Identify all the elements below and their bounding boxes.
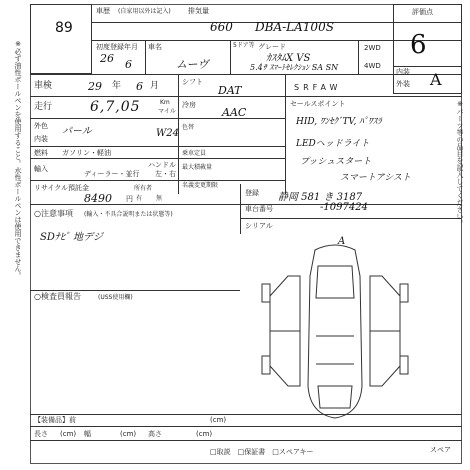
divider [285, 74, 286, 194]
owner-label: 所有者 [134, 185, 153, 192]
divider [393, 66, 462, 67]
frame-no: -1097424 [320, 202, 368, 213]
lot-box [30, 4, 92, 74]
mileage-label: 走行 [34, 102, 53, 112]
inspector-note: (USS使用欄) [98, 294, 133, 301]
exterior-label: 外装 [396, 80, 410, 88]
first-reg-label: 初度登録年月 [96, 43, 138, 51]
shaken-year: 29 [88, 80, 102, 93]
bottom-height-label: 高さ [148, 430, 162, 438]
lot-number: 89 [55, 20, 73, 36]
handle-value: 左・右 [155, 170, 176, 178]
door-label: 5ドア等 [233, 42, 255, 49]
damage-mark: A [338, 236, 346, 247]
divider [30, 290, 240, 291]
divider [358, 40, 359, 74]
seats-label: 乗車定員 [182, 150, 207, 157]
drive-2wd: 2WD [364, 44, 381, 52]
sales-points-label: セールスポイント [290, 100, 346, 108]
sales-points-line4: スマートアシスト [340, 173, 411, 183]
registration-label: 登録 [245, 189, 259, 197]
prev-name-label: 名義変更期限 [182, 182, 219, 189]
divider [145, 40, 146, 74]
model-label: 車歴 [96, 7, 110, 15]
notice-value: SDﾅﾋﾞ 地デジ [40, 232, 103, 243]
bottom-checklist: □取説 □保証書 □スペアキー [210, 448, 314, 456]
divider [240, 184, 241, 234]
color-label: 外色 [34, 122, 48, 130]
import-value: ディーラー・並行 [84, 170, 140, 178]
color-value: パール [62, 126, 92, 137]
shaken-year-unit: 年 [112, 81, 122, 91]
recycle-label: リサイクル預託金 [34, 184, 90, 192]
legend-row: SRFAW [294, 83, 342, 92]
mileage-unit-mile: マイル [158, 108, 176, 115]
divider [30, 158, 285, 159]
serial-label: シリアル [245, 222, 273, 230]
score-label: 評価点 [412, 8, 433, 16]
model-note: (自家用以外は記入) [118, 8, 171, 15]
repaint-label: 色替 [182, 124, 195, 131]
sales-points-line3: プッシュスタート [300, 157, 372, 167]
spare-label: スペア [430, 446, 451, 454]
divider [30, 118, 285, 119]
bottom-cm: (cm) [60, 430, 77, 438]
grade-line1: ｶｽﾀﾑX VS [266, 53, 311, 64]
bottom-width-label: 幅 [84, 430, 91, 438]
ac-label: 冷房 [182, 101, 196, 109]
shift-value: DAT [218, 84, 242, 97]
bottom-cm2: (cm) [120, 430, 137, 438]
drive-4wd: 4WD [364, 62, 381, 70]
bottom-length-label: 長さ [34, 430, 48, 438]
car-name-label: 車名 [148, 43, 162, 51]
first-reg-year: 26 [100, 52, 114, 65]
first-reg-month: 6 [125, 58, 132, 71]
shaken-label: 車検 [34, 81, 53, 91]
ac-value: AAC [222, 106, 247, 119]
import-label: 輸入 [34, 165, 48, 173]
sales-points-line1: HID, ﾜﾝｾｸﾞTV, ﾊﾟﾜｽﾗ [296, 117, 382, 127]
divider [30, 146, 285, 147]
side-note: ※必ず油性ボールペンを使用すること。水性ボールペンは使用できません。 [14, 40, 22, 279]
divider [240, 218, 462, 219]
shift-label: シフト [182, 78, 203, 86]
divider [30, 440, 462, 441]
divider [30, 96, 462, 97]
frame-label: 車台番号 [245, 205, 273, 213]
divider [30, 414, 462, 415]
grade-label: グレード [258, 43, 286, 51]
fuel-label: 燃料 [34, 149, 48, 157]
displacement-value: 660 [210, 20, 233, 34]
notice-note: (輸入・不具合説明または状態等) [84, 211, 173, 218]
recycle-unit: 円 [126, 195, 133, 203]
divider [30, 180, 285, 181]
side-note-right: ※パーツ等の品目を記入してください。 [456, 100, 464, 227]
load-label: 最大積載量 [182, 164, 213, 171]
interior-label: 内装 [396, 68, 410, 76]
shaken-month-unit: 月 [150, 81, 160, 91]
car-name-value: ムーヴ [176, 58, 209, 71]
divider [230, 40, 231, 74]
bottom-row1-label: 【装備品】前 [34, 416, 76, 424]
mileage-unit-km: Km [160, 99, 170, 106]
shaken-month: 6 [136, 80, 143, 93]
fuel-value: ガソリン・軽油 [62, 149, 111, 157]
score-value: 6 [410, 30, 427, 60]
owner-no: 無 [156, 195, 163, 202]
inspector-label: ○検査員報告 [34, 292, 81, 301]
bottom-row1-unit: (cm) [210, 416, 227, 424]
sales-points-line2: LEDヘッドライト [296, 139, 370, 149]
interior-value: A [430, 70, 442, 89]
notice-label: ○注意事項 [34, 209, 73, 218]
owner-yes: 有 [136, 195, 143, 202]
car-diagram [260, 236, 410, 426]
interior-color-label: 内装 [34, 135, 48, 143]
handle-label: ハンドル [148, 161, 176, 169]
grade-line2: 5.4ｻ ｽﾏｰﾄｾﾚｸｼｮﾝ SA SN [250, 63, 339, 72]
color-code: W24 [156, 128, 180, 139]
bottom-cm3: (cm) [196, 430, 213, 438]
divider [30, 426, 462, 427]
registration-no: 静岡 581 き 3187 [278, 192, 363, 203]
recycle-value: 8490 [84, 192, 112, 205]
type-code-value: DBA-LA100S [255, 20, 334, 34]
displacement-label: 排気量 [188, 7, 209, 15]
mileage-value: 6,7,05 [90, 99, 141, 115]
